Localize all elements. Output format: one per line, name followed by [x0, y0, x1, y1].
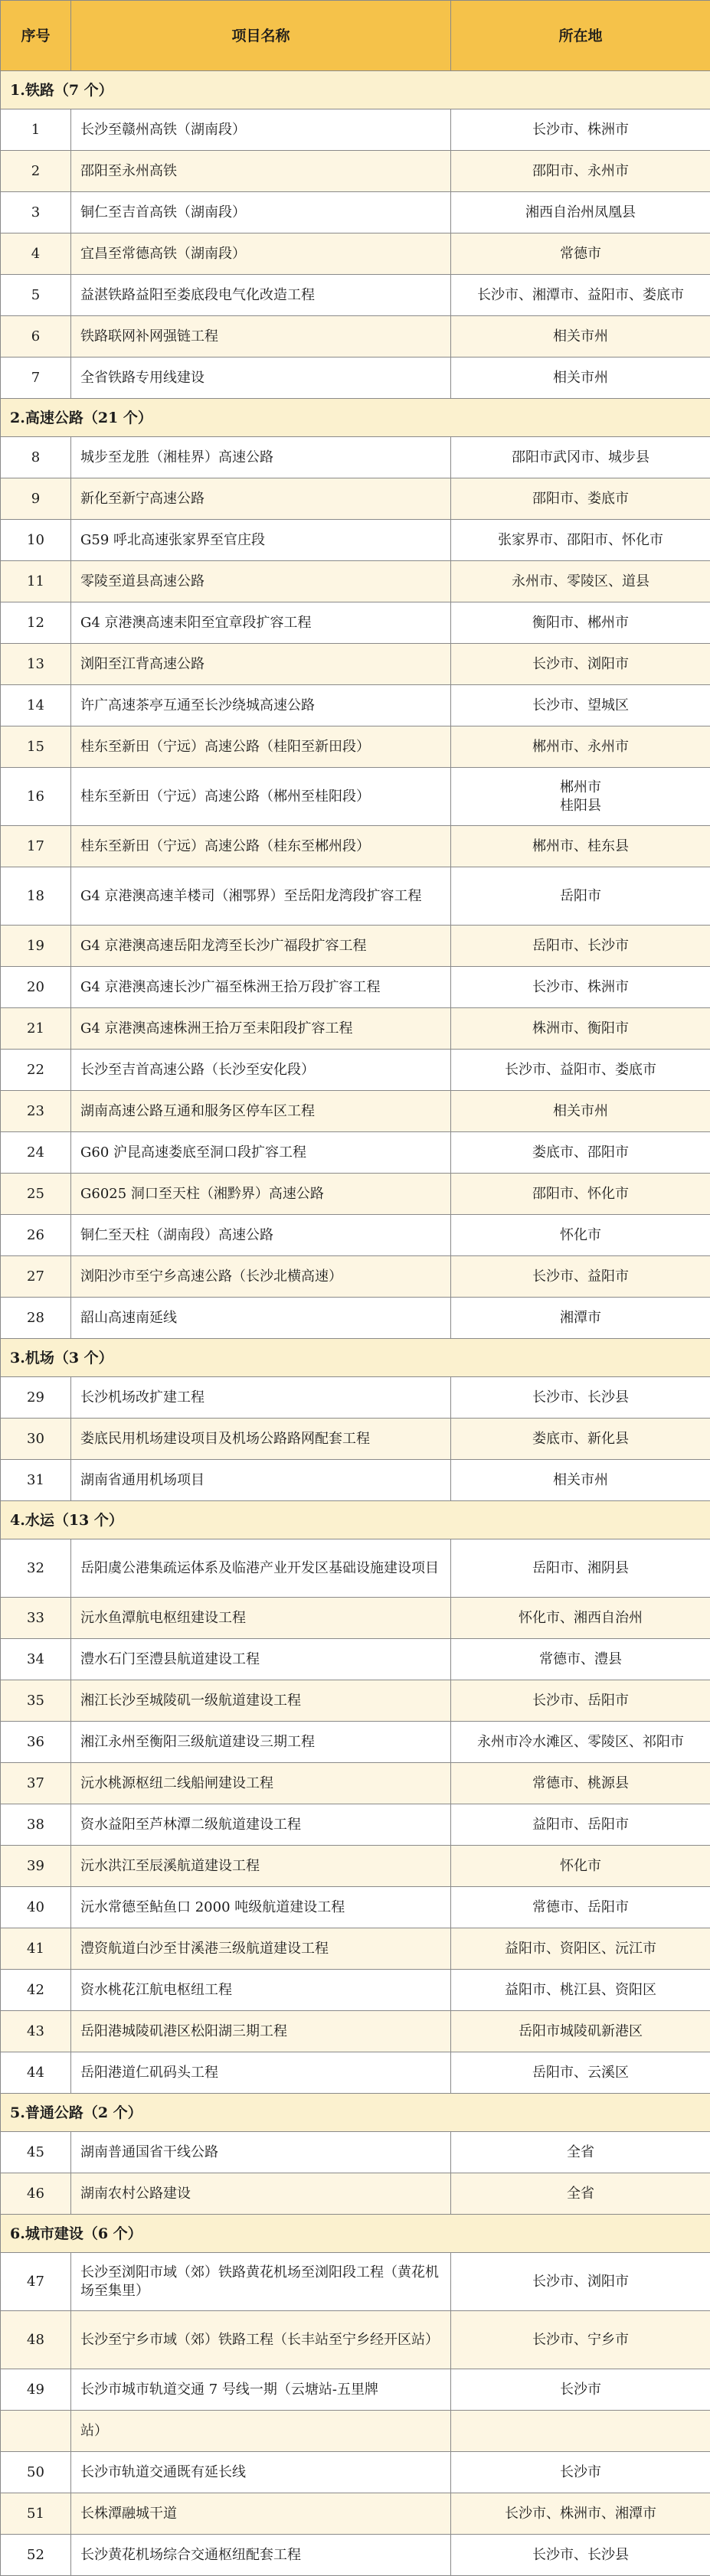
row-index: 11 [1, 561, 71, 602]
row-location: 郴州市、桂东县 [451, 826, 710, 867]
row-index: 29 [1, 1377, 71, 1419]
row-project-name: 桂东至新田（宁远）高速公路（郴州至桂阳段） [71, 768, 451, 826]
table-row [1, 1680, 710, 1722]
section-title: 6.城市建设（6 个） [1, 2215, 710, 2253]
row-project-name: G4 京港澳高速长沙广福至株洲王拾万段扩容工程 [71, 967, 451, 1008]
row-project-name: G60 沪昆高速娄底至洞口段扩容工程 [71, 1132, 451, 1174]
table-row [1, 1722, 710, 1763]
row-project-name: 长沙市轨道交通既有延长线 [71, 2452, 451, 2493]
row-index: 36 [1, 1722, 71, 1763]
table-row [1, 726, 710, 768]
table-row [1, 1460, 710, 1501]
table-row [1, 1091, 710, 1132]
row-location: 岳阳市、云溪区 [451, 2052, 710, 2094]
row-location: 常德市、岳阳市 [451, 1887, 710, 1928]
row-index [1, 2411, 71, 2452]
row-project-name: 益湛铁路益阳至娄底段电气化改造工程 [71, 275, 451, 316]
row-project-name: 长株潭融城干道 [71, 2493, 451, 2535]
row-location: 长沙市、岳阳市 [451, 1680, 710, 1722]
table-row [1, 561, 710, 602]
table-row [1, 478, 710, 520]
row-project-name: 桂东至新田（宁远）高速公路（桂阳至新田段） [71, 726, 451, 768]
row-location: 常德市、桃源县 [451, 1763, 710, 1804]
row-project-name: 站） [71, 2411, 451, 2452]
row-index: 7 [1, 358, 71, 399]
table-row [1, 2132, 710, 2173]
table-row [1, 151, 710, 192]
table-row [1, 192, 710, 233]
row-index: 1 [1, 109, 71, 151]
row-index: 34 [1, 1639, 71, 1680]
row-project-name: 澧水石门至澧县航道建设工程 [71, 1639, 451, 1680]
row-location: 益阳市、资阳区、沅江市 [451, 1928, 710, 1970]
row-location: 常德市 [451, 233, 710, 275]
row-project-name: 浏阳沙市至宁乡高速公路（长沙北横高速） [71, 1256, 451, 1298]
row-location: 衡阳市、郴州市 [451, 602, 710, 644]
table-row [1, 1763, 710, 1804]
table-row [1, 437, 710, 478]
row-index: 33 [1, 1598, 71, 1639]
row-project-name: 长沙至赣州高铁（湖南段） [71, 109, 451, 151]
row-project-name: 湘江永州至衡阳三级航道建设三期工程 [71, 1722, 451, 1763]
row-index: 23 [1, 1091, 71, 1132]
row-project-name: 全省铁路专用线建设 [71, 358, 451, 399]
table-row [1, 2452, 710, 2493]
row-location: 长沙市、长沙县 [451, 1377, 710, 1419]
row-project-name: 沅水桃源枢纽二线船闸建设工程 [71, 1763, 451, 1804]
table-row [1, 1008, 710, 1050]
row-index: 9 [1, 478, 71, 520]
row-location: 岳阳市、长沙市 [451, 926, 710, 967]
row-index: 49 [1, 2369, 71, 2411]
table-row [1, 1539, 710, 1598]
row-location: 张家界市、邵阳市、怀化市 [451, 520, 710, 561]
row-index: 39 [1, 1846, 71, 1887]
row-location: 益阳市、桃江县、资阳区 [451, 1970, 710, 2011]
row-index: 50 [1, 2452, 71, 2493]
row-project-name: 浏阳至江背高速公路 [71, 644, 451, 685]
row-index: 44 [1, 2052, 71, 2094]
row-location: 长沙市、宁乡市 [451, 2311, 710, 2369]
row-location: 湘潭市 [451, 1298, 710, 1339]
row-location: 邵阳市、娄底市 [451, 478, 710, 520]
table-row [1, 967, 710, 1008]
section-header [1, 71, 710, 109]
row-location: 株洲市、衡阳市 [451, 1008, 710, 1050]
row-project-name: 零陵至道县高速公路 [71, 561, 451, 602]
table-row [1, 1598, 710, 1639]
row-location: 全省 [451, 2132, 710, 2173]
row-index: 14 [1, 685, 71, 726]
row-location: 相关市州 [451, 316, 710, 358]
table-row [1, 2011, 710, 2052]
row-project-name: G4 京港澳高速羊楼司（湘鄂界）至岳阳龙湾段扩容工程 [71, 867, 451, 926]
section-title: 5.普通公路（2 个） [1, 2094, 710, 2132]
row-index: 35 [1, 1680, 71, 1722]
table-body [1, 71, 710, 2576]
row-index: 6 [1, 316, 71, 358]
table-row [1, 2369, 710, 2411]
row-location: 郴州市、永州市 [451, 726, 710, 768]
table-row [1, 1256, 710, 1298]
row-location: 长沙市、浏阳市 [451, 644, 710, 685]
row-project-name: 湘江长沙至城陵矶一级航道建设工程 [71, 1680, 451, 1722]
row-index: 5 [1, 275, 71, 316]
section-header [1, 2215, 710, 2253]
row-project-name: G4 京港澳高速株洲王拾万至耒阳段扩容工程 [71, 1008, 451, 1050]
row-index: 19 [1, 926, 71, 967]
row-index: 42 [1, 1970, 71, 2011]
row-index: 2 [1, 151, 71, 192]
table-row [1, 1846, 710, 1887]
row-location: 湘西自治州凤凰县 [451, 192, 710, 233]
row-location: 长沙市、株洲市 [451, 109, 710, 151]
row-project-name: 沅水鱼潭航电枢纽建设工程 [71, 1598, 451, 1639]
section-header [1, 1339, 710, 1377]
row-index: 24 [1, 1132, 71, 1174]
table-row [1, 1887, 710, 1928]
row-location: 娄底市、邵阳市 [451, 1132, 710, 1174]
row-location: 岳阳市、湘阴县 [451, 1539, 710, 1598]
row-index: 32 [1, 1539, 71, 1598]
row-location: 相关市州 [451, 1091, 710, 1132]
row-project-name: 长沙至吉首高速公路（长沙至安化段） [71, 1050, 451, 1091]
row-project-name: 资水益阳至芦林潭二级航道建设工程 [71, 1804, 451, 1846]
table-row [1, 1639, 710, 1680]
row-location: 相关市州 [451, 358, 710, 399]
row-index: 16 [1, 768, 71, 826]
section-title: 1.铁路（7 个） [1, 71, 710, 109]
row-project-name: 沅水常德至鲇鱼口 2000 吨级航道建设工程 [71, 1887, 451, 1928]
row-index: 17 [1, 826, 71, 867]
table-header [1, 1, 710, 71]
row-index: 13 [1, 644, 71, 685]
table-row [1, 1804, 710, 1846]
row-index: 18 [1, 867, 71, 926]
row-index: 3 [1, 192, 71, 233]
table-row [1, 867, 710, 926]
row-index: 12 [1, 602, 71, 644]
row-project-name: G6025 洞口至天柱（湘黔界）高速公路 [71, 1174, 451, 1215]
row-project-name: G4 京港澳高速岳阳龙湾至长沙广福段扩容工程 [71, 926, 451, 967]
table-row [1, 233, 710, 275]
table-row [1, 1298, 710, 1339]
row-project-name: 沅水洪江至辰溪航道建设工程 [71, 1846, 451, 1887]
table-row [1, 602, 710, 644]
row-location: 长沙市、望城区 [451, 685, 710, 726]
row-index: 37 [1, 1763, 71, 1804]
row-index: 4 [1, 233, 71, 275]
row-index: 22 [1, 1050, 71, 1091]
section-header [1, 1501, 710, 1539]
row-project-name: 资水桃花江航电枢纽工程 [71, 1970, 451, 2011]
row-project-name: 湖南农村公路建设 [71, 2173, 451, 2215]
header-index: 序号 [1, 1, 71, 71]
row-index: 47 [1, 2253, 71, 2311]
section-header [1, 399, 710, 437]
row-project-name: 长沙市城市轨道交通 7 号线一期（云塘站-五里牌 [71, 2369, 451, 2411]
section-header [1, 2094, 710, 2132]
row-index: 27 [1, 1256, 71, 1298]
row-project-name: 湖南高速公路互通和服务区停车区工程 [71, 1091, 451, 1132]
row-project-name: G4 京港澳高速耒阳至宜章段扩容工程 [71, 602, 451, 644]
row-project-name: 湖南省通用机场项目 [71, 1460, 451, 1501]
row-index: 41 [1, 1928, 71, 1970]
row-project-name: 新化至新宁高速公路 [71, 478, 451, 520]
row-location: 怀化市 [451, 1846, 710, 1887]
row-project-name: 长沙黄花机场综合交通枢纽配套工程 [71, 2535, 451, 2576]
row-location: 邵阳市武冈市、城步县 [451, 437, 710, 478]
row-location: 永州市冷水滩区、零陵区、祁阳市 [451, 1722, 710, 1763]
table-row [1, 826, 710, 867]
table-row [1, 926, 710, 967]
row-project-name: 岳阳港道仁矶码头工程 [71, 2052, 451, 2094]
row-location: 长沙市、益阳市、娄底市 [451, 1050, 710, 1091]
table-row [1, 1174, 710, 1215]
row-project-name: 铁路联网补网强链工程 [71, 316, 451, 358]
row-index: 48 [1, 2311, 71, 2369]
table-row [1, 1970, 710, 2011]
table-row [1, 1419, 710, 1460]
table-row [1, 644, 710, 685]
row-location: 岳阳市 [451, 867, 710, 926]
row-location: 娄底市、新化县 [451, 1419, 710, 1460]
row-location: 常德市、澧县 [451, 1639, 710, 1680]
row-project-name: 澧资航道白沙至甘溪港三级航道建设工程 [71, 1928, 451, 1970]
row-location: 长沙市、浏阳市 [451, 2253, 710, 2311]
row-index: 40 [1, 1887, 71, 1928]
row-location: 长沙市、益阳市 [451, 1256, 710, 1298]
row-location: 益阳市、岳阳市 [451, 1804, 710, 1846]
row-project-name: 宜昌至常德高铁（湖南段） [71, 233, 451, 275]
table-row [1, 520, 710, 561]
row-index: 52 [1, 2535, 71, 2576]
row-index: 8 [1, 437, 71, 478]
row-location: 长沙市 [451, 2452, 710, 2493]
row-location: 长沙市、长沙县 [451, 2535, 710, 2576]
row-index: 46 [1, 2173, 71, 2215]
row-location: 岳阳市城陵矶新港区 [451, 2011, 710, 2052]
table-row [1, 2253, 710, 2311]
row-location: 邵阳市、永州市 [451, 151, 710, 192]
row-project-name: 城步至龙胜（湘桂界）高速公路 [71, 437, 451, 478]
table-row [1, 685, 710, 726]
table-row [1, 109, 710, 151]
row-index: 25 [1, 1174, 71, 1215]
table-row [1, 358, 710, 399]
row-location: 怀化市、湘西自治州 [451, 1598, 710, 1639]
row-location: 怀化市 [451, 1215, 710, 1256]
row-location: 全省 [451, 2173, 710, 2215]
row-project-name: 长沙至宁乡市域（郊）铁路工程（长丰站至宁乡经开区站） [71, 2311, 451, 2369]
row-index: 10 [1, 520, 71, 561]
row-project-name: 铜仁至天柱（湖南段）高速公路 [71, 1215, 451, 1256]
row-location [451, 2411, 710, 2452]
row-project-name: 娄底民用机场建设项目及机场公路路网配套工程 [71, 1419, 451, 1460]
header-location: 所在地 [451, 1, 710, 71]
row-location: 长沙市、株洲市、湘潭市 [451, 2493, 710, 2535]
table-row [1, 2411, 710, 2452]
table-row [1, 2052, 710, 2094]
row-project-name: G59 呼北高速张家界至官庄段 [71, 520, 451, 561]
row-index: 28 [1, 1298, 71, 1339]
header-name: 项目名称 [71, 1, 451, 71]
row-location: 郴州市 桂阳县 [451, 768, 710, 826]
table-row [1, 316, 710, 358]
row-location: 相关市州 [451, 1460, 710, 1501]
section-title: 2.高速公路（21 个） [1, 399, 710, 437]
section-title: 3.机场（3 个） [1, 1339, 710, 1377]
row-index: 26 [1, 1215, 71, 1256]
row-project-name: 许广高速茶亭互通至长沙绕城高速公路 [71, 685, 451, 726]
table-row [1, 1377, 710, 1419]
row-project-name: 韶山高速南延线 [71, 1298, 451, 1339]
table-row [1, 2493, 710, 2535]
row-project-name: 湖南普通国省干线公路 [71, 2132, 451, 2173]
section-title: 4.水运（13 个） [1, 1501, 710, 1539]
table-row [1, 2173, 710, 2215]
table-row [1, 275, 710, 316]
table-row [1, 2311, 710, 2369]
row-index: 31 [1, 1460, 71, 1501]
table-row [1, 768, 710, 826]
row-location: 邵阳市、怀化市 [451, 1174, 710, 1215]
row-index: 20 [1, 967, 71, 1008]
row-index: 45 [1, 2132, 71, 2173]
row-index: 21 [1, 1008, 71, 1050]
row-location: 永州市、零陵区、道县 [451, 561, 710, 602]
row-project-name: 铜仁至吉首高铁（湖南段） [71, 192, 451, 233]
row-project-name: 岳阳虞公港集疏运体系及临港产业开发区基础设施建设项目 [71, 1539, 451, 1598]
table-row [1, 1215, 710, 1256]
row-location: 长沙市、株洲市 [451, 967, 710, 1008]
row-location: 长沙市 [451, 2369, 710, 2411]
row-project-name: 桂东至新田（宁远）高速公路（桂东至郴州段） [71, 826, 451, 867]
table-row [1, 1928, 710, 1970]
row-index: 43 [1, 2011, 71, 2052]
row-project-name: 长沙至浏阳市域（郊）铁路黄花机场至浏阳段工程（黄花机场至集里） [71, 2253, 451, 2311]
table-row [1, 2535, 710, 2576]
row-project-name: 长沙机场改扩建工程 [71, 1377, 451, 1419]
table-row [1, 1050, 710, 1091]
row-index: 51 [1, 2493, 71, 2535]
row-location: 长沙市、湘潭市、益阳市、娄底市 [451, 275, 710, 316]
row-project-name: 岳阳港城陵矶港区松阳湖三期工程 [71, 2011, 451, 2052]
table-row [1, 1132, 710, 1174]
row-index: 38 [1, 1804, 71, 1846]
row-project-name: 邵阳至永州高铁 [71, 151, 451, 192]
row-index: 15 [1, 726, 71, 768]
row-index: 30 [1, 1419, 71, 1460]
